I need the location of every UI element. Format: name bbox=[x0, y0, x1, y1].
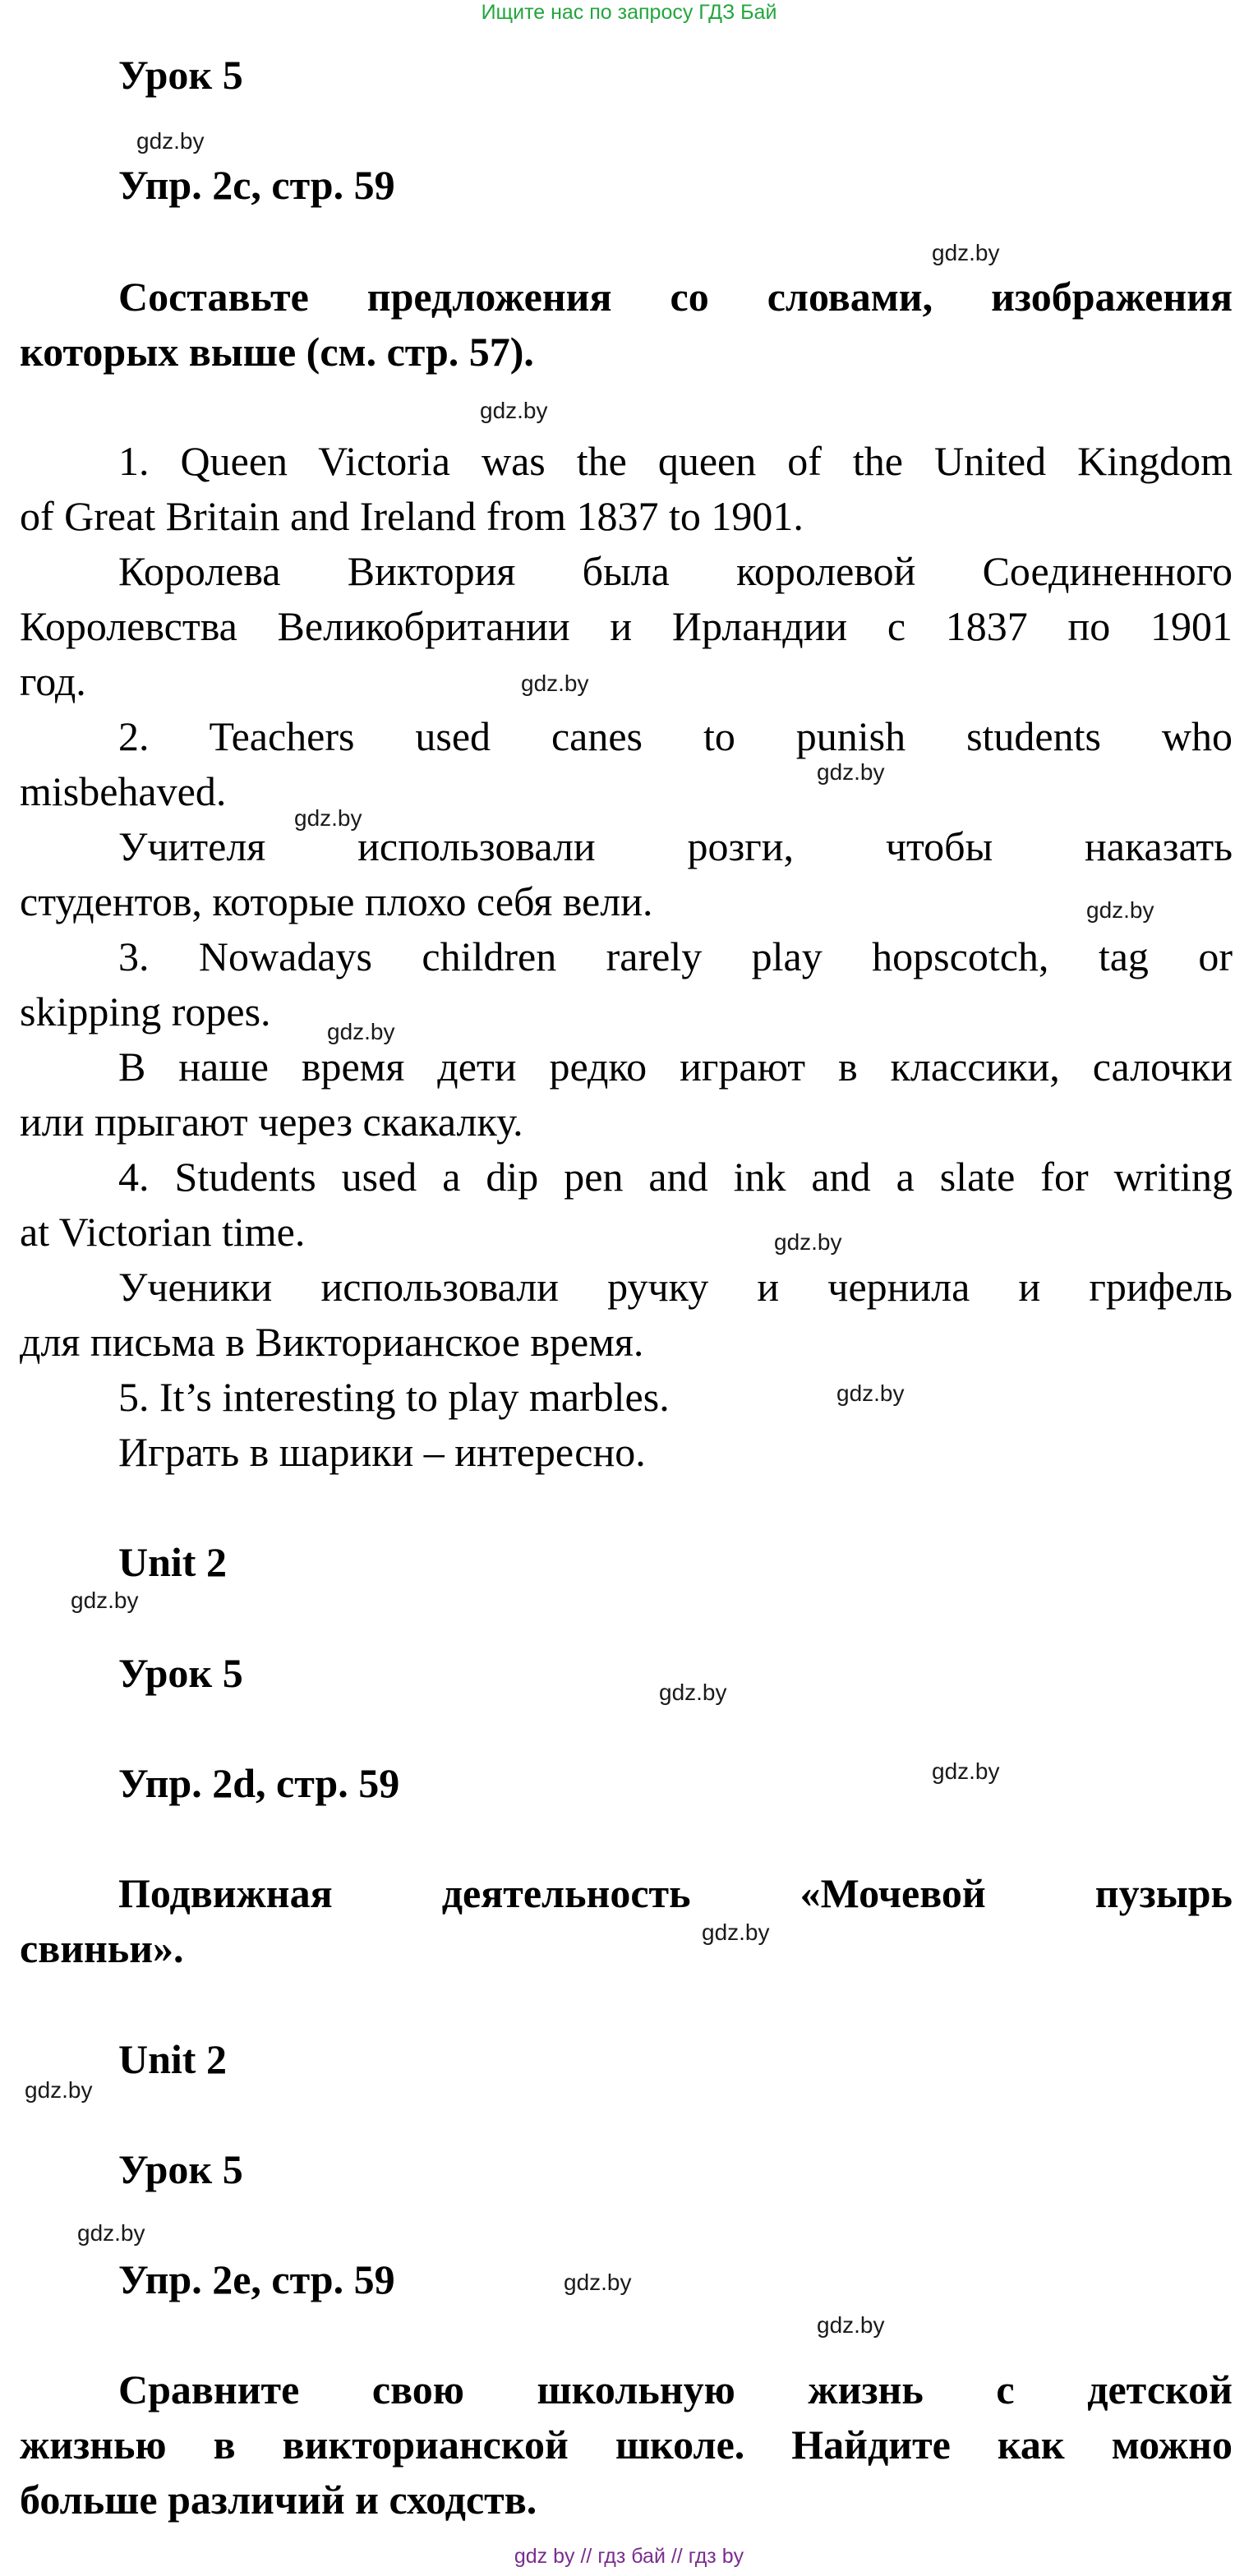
watermark: gdz.by bbox=[774, 1229, 842, 1255]
body-line: skipping ropes. bbox=[20, 988, 271, 1035]
watermark: gdz.by bbox=[702, 1919, 770, 1945]
task-line: больше различий и сходств. bbox=[20, 2477, 537, 2523]
body-line: В наше время дети редко играют в классики, салочки bbox=[118, 1044, 1233, 1090]
body-line: at Victorian time. bbox=[20, 1209, 306, 1255]
exercise-heading: Упр. 2c, стр. 59 bbox=[118, 162, 395, 208]
task-line: жизнью в викторианской школе. Найдите как можно bbox=[20, 2422, 1233, 2468]
bottom-banner: gdz by // гдз бай // гдз by bbox=[514, 2545, 744, 2568]
watermark: gdz.by bbox=[136, 128, 205, 154]
watermark: gdz.by bbox=[480, 398, 548, 423]
body-line: Королевства Великобритании и Ирландии с 1837 по 1901 bbox=[20, 603, 1233, 649]
lesson-heading: Урок 5 bbox=[118, 2146, 243, 2192]
watermark: gdz.by bbox=[817, 759, 885, 785]
lesson-heading: Урок 5 bbox=[118, 52, 243, 98]
body-line: для письма в Викторианское время. bbox=[20, 1319, 644, 1365]
watermark: gdz.by bbox=[659, 1680, 727, 1705]
lesson-heading: Урок 5 bbox=[118, 1650, 243, 1696]
task-line: Составьте предложения со словами, изображения bbox=[118, 274, 1233, 320]
watermark: gdz.by bbox=[932, 240, 1000, 265]
top-banner: Ищите нас по запросу ГДЗ Бай bbox=[481, 1, 777, 24]
watermark: gdz.by bbox=[327, 1019, 395, 1044]
task-line: которых выше (см. стр. 57). bbox=[20, 329, 534, 375]
body-line: студентов, которые плохо себя вели. bbox=[20, 878, 653, 924]
exercise-heading: Упр. 2e, стр. 59 bbox=[118, 2256, 395, 2302]
watermark: gdz.by bbox=[521, 670, 589, 696]
body-line: 5. It’s interesting to play marbles. bbox=[118, 1374, 670, 1420]
unit-heading: Unit 2 bbox=[118, 1539, 227, 1585]
body-line: год. bbox=[20, 658, 86, 704]
body-line: misbehaved. bbox=[20, 768, 227, 814]
body-line: 4. Students used a dip pen and ink and a slate for writing bbox=[118, 1154, 1233, 1200]
watermark: gdz.by bbox=[836, 1380, 905, 1406]
body-line: Ученики использовали ручку и чернила и грифель bbox=[118, 1264, 1233, 1310]
body-line: 2. Teachers used canes to punish students who bbox=[118, 713, 1233, 759]
watermark: gdz.by bbox=[817, 2312, 885, 2338]
body-line: of Great Britain and Ireland from 1837 to 1901. bbox=[20, 493, 804, 539]
exercise-heading: Упр. 2d, стр. 59 bbox=[118, 1760, 400, 1806]
watermark: gdz.by bbox=[294, 805, 362, 831]
watermark: gdz.by bbox=[25, 2077, 93, 2103]
body-line: Королева Виктория была королевой Соединенного bbox=[118, 548, 1233, 594]
body-line: 3. Nowadays children rarely play hopscotch, tag or bbox=[118, 933, 1233, 979]
body-line: Учителя использовали розги, чтобы наказать bbox=[118, 823, 1233, 869]
task-line: Сравните свою школьную жизнь с детской bbox=[118, 2366, 1233, 2412]
unit-heading: Unit 2 bbox=[118, 2036, 227, 2082]
task-line: свиньи». bbox=[20, 1925, 184, 1971]
body-line: или прыгают через скакалку. bbox=[20, 1099, 523, 1145]
watermark: gdz.by bbox=[77, 2220, 145, 2246]
body-line: 1. Queen Victoria was the queen of the United Kingdom bbox=[118, 438, 1233, 484]
watermark: gdz.by bbox=[564, 2270, 632, 2295]
watermark: gdz.by bbox=[1086, 897, 1154, 923]
watermark: gdz.by bbox=[932, 1758, 1000, 1784]
task-line: Подвижная деятельность «Мочевой пузырь bbox=[118, 1870, 1233, 1916]
watermark: gdz.by bbox=[71, 1588, 139, 1613]
body-line: Играть в шарики – интересно. bbox=[118, 1429, 646, 1475]
